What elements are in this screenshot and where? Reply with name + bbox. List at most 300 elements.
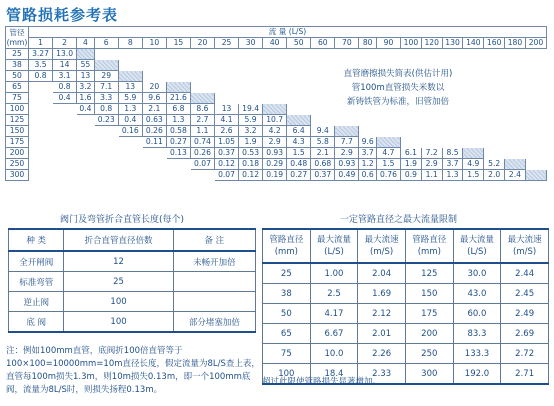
loss-cell: 0.4 xyxy=(118,115,142,126)
flow-col-header: 130 xyxy=(442,38,463,49)
flow-limit-cell: 4.17 xyxy=(310,304,358,324)
loss-cell: 2.6 xyxy=(215,126,239,137)
hatch-cell xyxy=(190,93,214,104)
flow-limit-header-line: 管路直径 xyxy=(269,235,304,245)
hatch-cell xyxy=(505,159,526,170)
diameter-cell: 100 xyxy=(6,104,29,115)
flow-limit-header xyxy=(501,229,549,263)
loss-cell: 9.4 xyxy=(311,126,335,137)
empty-cell xyxy=(215,49,239,60)
empty-cell xyxy=(401,126,422,137)
flow-limit-cell: 2.49 xyxy=(501,304,549,324)
loss-cell: 3.27 xyxy=(29,49,53,60)
loss-cell: 14 xyxy=(53,60,77,71)
flow-header: 流 量 (L/S) xyxy=(29,27,547,38)
table-row xyxy=(263,263,549,284)
loss-cell: 0.4 xyxy=(77,104,95,115)
loss-cell: 0.58 xyxy=(166,126,190,137)
hatch-cell xyxy=(287,115,311,126)
fittings-header: 折合直管直径倍数 xyxy=(64,229,173,251)
empty-cell xyxy=(287,49,311,60)
empty-cell xyxy=(142,159,166,170)
empty-cell xyxy=(359,49,377,60)
loss-cell: 2.9 xyxy=(263,137,287,148)
flow-limit-cell: 150 xyxy=(405,284,453,304)
empty-cell xyxy=(190,49,214,60)
flow-limit-header-line: (mm) xyxy=(417,247,441,257)
flow-limit-cell: 60.0 xyxy=(453,304,501,324)
flow-col-header: 200 xyxy=(525,38,546,49)
flow-limit-header-line: 最大流速 xyxy=(507,235,542,245)
flow-limit-cell: 175 xyxy=(405,304,453,324)
empty-cell xyxy=(525,60,546,71)
loss-cell: 13.0 xyxy=(53,49,77,60)
empty-cell xyxy=(142,49,166,60)
loss-cell: 0.23 xyxy=(94,115,118,126)
hatch-cell xyxy=(263,104,287,115)
loss-cell: 3.2 xyxy=(77,82,95,93)
fittings-cell: 12 xyxy=(64,251,173,272)
loss-cell: 6.1 xyxy=(401,148,422,159)
empty-cell xyxy=(29,170,53,181)
empty-cell xyxy=(484,93,505,104)
empty-cell xyxy=(118,60,142,71)
loss-cell: 4.3 xyxy=(287,137,311,148)
flow-limit-cell: 250 xyxy=(405,344,453,364)
loss-cell: 5.2 xyxy=(484,159,505,170)
empty-cell xyxy=(484,104,505,115)
flow-col-header: 20 xyxy=(190,38,214,49)
flow-limit-header-line: 最大流量 xyxy=(459,235,494,245)
loss-cell: 0.9 xyxy=(401,170,422,181)
empty-cell xyxy=(190,60,214,71)
empty-cell xyxy=(311,115,335,126)
empty-cell xyxy=(335,115,359,126)
loss-cell: 0.53 xyxy=(239,148,263,159)
hatch-cell xyxy=(463,148,484,159)
table-row xyxy=(9,312,256,333)
empty-cell xyxy=(463,82,484,93)
loss-cell: 0.8 xyxy=(94,104,118,115)
empty-cell xyxy=(505,137,526,148)
loss-cell: 3.7 xyxy=(442,159,463,170)
empty-cell xyxy=(142,170,166,181)
loss-cell: 6.8 xyxy=(166,104,190,115)
table-note xyxy=(330,67,466,109)
loss-cell: 0.18 xyxy=(239,159,263,170)
empty-cell xyxy=(401,49,422,60)
empty-cell xyxy=(142,148,166,159)
table-row xyxy=(263,344,549,364)
empty-cell xyxy=(525,104,546,115)
fittings-cell: 未畅开加倍 xyxy=(173,251,255,272)
empty-cell xyxy=(401,115,422,126)
loss-cell: 0.19 xyxy=(263,170,287,181)
loss-cell: 13 xyxy=(118,82,142,93)
diameter-cell: 125 xyxy=(6,115,29,126)
empty-cell xyxy=(463,137,484,148)
empty-cell xyxy=(463,115,484,126)
empty-cell xyxy=(463,126,484,137)
empty-cell xyxy=(166,170,190,181)
diameter-cell: 50 xyxy=(6,71,29,82)
loss-cell: 0.37 xyxy=(215,148,239,159)
empty-cell xyxy=(53,137,77,148)
flow-limit-cell: 2.26 xyxy=(358,344,406,364)
empty-cell xyxy=(505,104,526,115)
flow-limit-header xyxy=(358,229,406,263)
hatch-cell xyxy=(525,170,546,181)
empty-cell xyxy=(287,60,311,71)
flow-col-header: 50 xyxy=(287,38,311,49)
empty-cell xyxy=(53,159,77,170)
flow-limit-cell: 2.71 xyxy=(501,364,549,385)
empty-cell xyxy=(29,159,53,170)
flow-limit-header xyxy=(405,229,453,263)
empty-cell xyxy=(77,170,95,181)
loss-cell: 0.49 xyxy=(335,170,359,181)
empty-cell xyxy=(525,159,546,170)
loss-cell: 2.7 xyxy=(190,115,214,126)
fittings-caption: 阀门及弯管折合直管长度(每个) xyxy=(60,215,185,225)
empty-cell xyxy=(442,126,463,137)
empty-cell xyxy=(94,170,118,181)
empty-cell xyxy=(421,126,442,137)
flow-limit-header-line: (L/S) xyxy=(467,247,487,257)
diameter-header xyxy=(6,27,29,49)
empty-cell xyxy=(118,49,142,60)
loss-cell: 10.7 xyxy=(263,115,287,126)
table-row xyxy=(6,137,547,148)
empty-cell xyxy=(29,93,53,104)
loss-cell: 0.27 xyxy=(166,137,190,148)
empty-cell xyxy=(525,115,546,126)
flow-limit-header xyxy=(310,229,358,263)
empty-cell xyxy=(239,82,263,93)
flow-limit-cell: 200 xyxy=(405,324,453,344)
loss-cell: 5.9 xyxy=(239,115,263,126)
loss-cell: 0.4 xyxy=(53,93,77,104)
empty-cell xyxy=(525,82,546,93)
empty-cell xyxy=(166,60,190,71)
loss-cell: 1.3 xyxy=(118,104,142,115)
empty-cell xyxy=(463,60,484,71)
flow-col-header: 120 xyxy=(421,38,442,49)
hatch-cell xyxy=(376,137,400,148)
fittings-cell: 25 xyxy=(64,272,173,292)
empty-cell xyxy=(190,71,214,82)
empty-cell xyxy=(421,49,442,60)
loss-cell: 8.5 xyxy=(442,148,463,159)
diameter-cell: 75 xyxy=(6,93,29,104)
fittings-header: 种 类 xyxy=(9,229,64,251)
loss-cell: 4.7 xyxy=(376,148,400,159)
flow-limit-cell: 1.69 xyxy=(358,284,406,304)
loss-cell: 3.7 xyxy=(359,148,377,159)
diameter-cell: 150 xyxy=(6,126,29,137)
diameter-header-line: (mm) xyxy=(6,37,28,47)
loss-cell: 0.07 xyxy=(215,170,239,181)
empty-cell xyxy=(463,104,484,115)
empty-cell xyxy=(463,49,484,60)
footnote: 注：例如100mm直管，底阀折100倍直管等于100×100=10000mm=10m直径长度，假定流量为8L/S查上表，直管每100m损失1.3m，则10m损失0.13m，即一个100mm底阀，流量为8L/S时，则损失扬程0.13m。 xyxy=(6,346,260,395)
table-row xyxy=(6,126,547,137)
flow-limit-table xyxy=(262,228,549,385)
loss-cell: 0.37 xyxy=(311,170,335,181)
empty-cell xyxy=(442,137,463,148)
loss-cell: 29 xyxy=(94,71,118,82)
loss-cell: 0.93 xyxy=(263,148,287,159)
empty-cell xyxy=(359,115,377,126)
loss-cell: 9.6 xyxy=(359,137,377,148)
fittings-table xyxy=(8,228,256,333)
loss-cell: 0.48 xyxy=(287,159,311,170)
table-row xyxy=(6,49,547,60)
loss-cell: 0.93 xyxy=(335,159,359,170)
flow-col-header: 70 xyxy=(335,38,359,49)
table-row xyxy=(9,272,256,292)
flow-limit-cell: 125 xyxy=(405,263,453,284)
loss-cell: 55 xyxy=(77,60,95,71)
empty-cell xyxy=(335,49,359,60)
loss-cell: 0.13 xyxy=(166,148,190,159)
flow-col-header: 1 xyxy=(29,38,53,49)
empty-cell xyxy=(376,115,400,126)
empty-cell xyxy=(525,137,546,148)
empty-cell xyxy=(442,115,463,126)
fittings-cell: 逆止阀 xyxy=(9,292,64,312)
loss-cell: 0.68 xyxy=(311,159,335,170)
flow-col-header: 80 xyxy=(359,38,377,49)
loss-cell: 0.29 xyxy=(263,159,287,170)
empty-cell xyxy=(484,137,505,148)
loss-cell: 6.4 xyxy=(287,126,311,137)
empty-cell xyxy=(505,115,526,126)
empty-cell xyxy=(29,115,53,126)
table-row xyxy=(6,170,547,181)
loss-cell: 0.74 xyxy=(190,137,214,148)
empty-cell xyxy=(359,126,377,137)
loss-cell: 0.63 xyxy=(142,115,166,126)
empty-cell xyxy=(525,49,546,60)
empty-cell xyxy=(263,71,287,82)
empty-cell xyxy=(77,159,95,170)
empty-cell xyxy=(53,126,77,137)
loss-cell: 13 xyxy=(77,71,95,82)
table-row xyxy=(9,292,256,312)
empty-cell xyxy=(94,159,118,170)
flow-limit-cell: 18.4 xyxy=(310,364,358,385)
empty-cell xyxy=(118,159,142,170)
loss-cell: 1.6 xyxy=(77,93,95,104)
fittings-cell: 标准弯管 xyxy=(9,272,64,292)
flow-limit-header-line: 最大流速 xyxy=(364,235,399,245)
loss-cell: 13 xyxy=(215,104,239,115)
loss-cell: 1.2 xyxy=(359,159,377,170)
flow-limit-cell: 75 xyxy=(263,344,311,364)
flow-col-header: 100 xyxy=(401,38,422,49)
empty-cell xyxy=(463,93,484,104)
loss-cell: 3.3 xyxy=(94,93,118,104)
fittings-header: 备 注 xyxy=(173,229,255,251)
flow-limit-header xyxy=(263,229,311,263)
flow-col-header: 25 xyxy=(215,38,239,49)
flow-limit-cell: 83.3 xyxy=(453,324,501,344)
flow-limit-cell: 50 xyxy=(263,304,311,324)
empty-cell xyxy=(166,159,190,170)
flow-limit-cell: 43.0 xyxy=(453,284,501,304)
loss-cell: 2.0 xyxy=(484,170,505,181)
loss-cell: 9.6 xyxy=(142,93,166,104)
loss-cell: 1.5 xyxy=(376,159,400,170)
fittings-cell xyxy=(173,272,255,292)
flow-limit-cell: 6.67 xyxy=(310,324,358,344)
empty-cell xyxy=(215,60,239,71)
empty-cell xyxy=(29,126,53,137)
flow-limit-cell: 1.00 xyxy=(310,263,358,284)
loss-cell: 0.26 xyxy=(190,148,214,159)
flow-limit-cell: 25 xyxy=(263,263,311,284)
empty-cell xyxy=(29,104,53,115)
empty-cell xyxy=(77,115,95,126)
empty-cell xyxy=(239,49,263,60)
loss-cell: 19.4 xyxy=(239,104,263,115)
loss-cell: 0.07 xyxy=(190,159,214,170)
loss-cell: 3.2 xyxy=(239,126,263,137)
empty-cell xyxy=(77,137,95,148)
loss-cell: 1.1 xyxy=(190,126,214,137)
diameter-cell: 300 xyxy=(6,170,29,181)
loss-cell: 0.12 xyxy=(215,159,239,170)
loss-cell: 1.05 xyxy=(215,137,239,148)
flow-header-row xyxy=(6,27,547,38)
empty-cell xyxy=(525,126,546,137)
empty-cell xyxy=(505,49,526,60)
table-row xyxy=(6,148,547,159)
flow-col-header: 60 xyxy=(311,38,335,49)
fittings-cell: 部分堵塞加倍 xyxy=(173,312,255,333)
empty-cell xyxy=(29,82,53,93)
empty-cell xyxy=(215,71,239,82)
flow-limit-cell: 100 xyxy=(263,364,311,385)
empty-cell xyxy=(505,126,526,137)
empty-cell xyxy=(484,71,505,82)
fittings-cell: 100 xyxy=(64,292,173,312)
flow-col-header: 2 xyxy=(53,38,77,49)
empty-cell xyxy=(525,148,546,159)
empty-cell xyxy=(190,170,214,181)
empty-cell xyxy=(287,93,311,104)
empty-cell xyxy=(421,115,442,126)
empty-cell xyxy=(263,93,287,104)
empty-cell xyxy=(166,71,190,82)
loss-cell: 0.12 xyxy=(239,170,263,181)
flow-col-header: 30 xyxy=(239,38,263,49)
note-line-1: 直管磨擦损失简表(供估计用) xyxy=(343,69,453,79)
table-row xyxy=(263,324,549,344)
loss-cell: 0.8 xyxy=(53,82,77,93)
loss-cell: 1.5 xyxy=(287,148,311,159)
empty-cell xyxy=(215,82,239,93)
empty-cell xyxy=(166,49,190,60)
loss-cell: 5.8 xyxy=(311,137,335,148)
loss-cell: 20 xyxy=(142,82,166,93)
loss-cell: 0.8 xyxy=(29,71,53,82)
empty-cell xyxy=(287,104,311,115)
empty-cell xyxy=(53,115,77,126)
flow-limit-cell: 2.69 xyxy=(501,324,549,344)
flow-limit-cell: 38 xyxy=(263,284,311,304)
empty-cell xyxy=(287,71,311,82)
loss-cell: 1.3 xyxy=(166,115,190,126)
loss-cell: 1.5 xyxy=(463,170,484,181)
flow-limit-header-line: (m/S) xyxy=(370,247,394,257)
diameter-cell: 25 xyxy=(6,49,29,60)
flow-limit-cell: 192.0 xyxy=(453,364,501,385)
hatch-cell xyxy=(166,82,190,93)
empty-cell xyxy=(239,71,263,82)
flow-limit-cell: 2.5 xyxy=(310,284,358,304)
hatch-cell xyxy=(77,49,95,60)
loss-cell: 0.76 xyxy=(376,170,400,181)
flow-limit-header xyxy=(453,229,501,263)
empty-cell xyxy=(239,93,263,104)
empty-cell xyxy=(142,60,166,71)
diameter-header-line: 管径 xyxy=(9,27,25,37)
empty-cell xyxy=(53,104,77,115)
empty-cell xyxy=(442,49,463,60)
table-row xyxy=(6,159,547,170)
empty-cell xyxy=(53,170,77,181)
loss-cell: 2.1 xyxy=(142,104,166,115)
flow-limit-cell: 2.45 xyxy=(501,284,549,304)
empty-cell xyxy=(484,115,505,126)
table-row xyxy=(6,115,547,126)
flow-limit-header-line: (L/S) xyxy=(324,247,344,257)
fittings-cell: 100 xyxy=(64,312,173,333)
table-row xyxy=(263,304,549,324)
loss-cell: 7.1 xyxy=(94,82,118,93)
flow-col-header: 40 xyxy=(263,38,287,49)
empty-cell xyxy=(376,126,400,137)
flow-limit-cell: 133.3 xyxy=(453,344,501,364)
hatch-cell xyxy=(335,126,359,137)
empty-cell xyxy=(505,93,526,104)
loss-cell: 0.6 xyxy=(359,170,377,181)
loss-cell: 3.1 xyxy=(53,71,77,82)
flow-col-header: 180 xyxy=(505,38,526,49)
empty-cell xyxy=(311,49,335,60)
flow-limit-cell: 2.44 xyxy=(501,263,549,284)
empty-cell xyxy=(94,148,118,159)
empty-cell xyxy=(77,148,95,159)
loss-cell: 2.1 xyxy=(311,148,335,159)
empty-cell xyxy=(118,170,142,181)
empty-cell xyxy=(484,82,505,93)
loss-cell: 0.11 xyxy=(142,137,166,148)
flow-col-header: 160 xyxy=(484,38,505,49)
fittings-cell: 底 阀 xyxy=(9,312,64,333)
empty-cell xyxy=(484,49,505,60)
flow-limit-cell: 2.12 xyxy=(358,304,406,324)
diameter-cell: 250 xyxy=(6,159,29,170)
loss-cell: 4.1 xyxy=(215,115,239,126)
empty-cell xyxy=(505,71,526,82)
empty-cell xyxy=(53,148,77,159)
fittings-cell xyxy=(173,292,255,312)
empty-cell xyxy=(505,82,526,93)
flow-limit-cell: 2.33 xyxy=(358,364,406,385)
